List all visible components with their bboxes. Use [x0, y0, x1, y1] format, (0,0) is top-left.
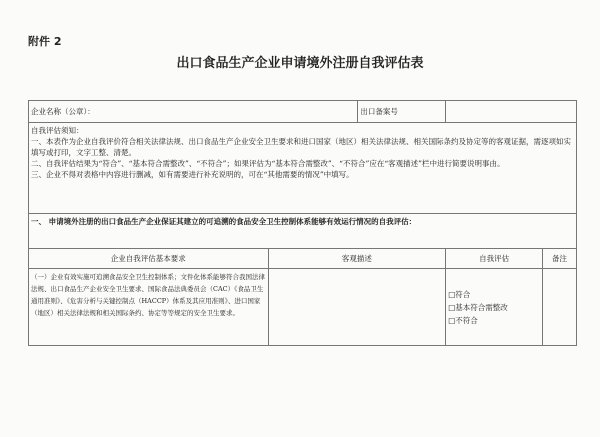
instructions-heading: 自我评估须知： — [31, 126, 84, 135]
table-row — [29, 269, 577, 346]
description-field[interactable] — [268, 269, 446, 346]
remark-field[interactable] — [543, 269, 577, 346]
requirement-text: （一）企业有效实施可追溯食品安全卫生控制体系；文件化体系能够符合我国法律法规、出口食品生产企业安全卫生要求、国际食品法典委员会（CAC）《食品卫生通用准则》、《危害分析与关键控制点（HACCP）体系及其应用准则》、进口国家（地区）相关法律法规和相关国际条约、协定等等规定的安全卫生要求。 — [29, 269, 269, 346]
instruction-item: 一、本表作为企业自我评价符合相关法律法规、出口食品生产企业安全卫生要求和进口国家（地区）相关法律法规、相关国际条约及协定等的客观证据，需逐项如实填写或打印，文字工整、清楚。 — [31, 137, 571, 157]
assessment-options — [446, 269, 543, 346]
instruction-item: 二、自我评估结果为“符合”、“基本符合需整改”、“不符合”；如果评估为“基本符合需整改”、“不符合”应在“客观描述”栏中进行简要说明事由。 — [31, 159, 505, 168]
section-heading: 一、 申请境外注册的出口食品生产企业保证其建立的可追溯的食品安全卫生控制体系能够有效运行情况的自我评估： — [29, 214, 577, 249]
option-rectify-checkbox[interactable]: □基本符合需整改 — [448, 302, 508, 312]
document-title: 出口食品生产企业申请境外注册自我评估表 — [176, 56, 424, 71]
option-compliant-checkbox[interactable]: □符合 — [448, 289, 471, 299]
instruction-item: 三、企业不得对表格中内容进行删减，如有需要进行补充说明的，可在“其他需要的情况”中填写。 — [31, 170, 354, 179]
option-noncompliant-checkbox[interactable]: □不符合 — [448, 315, 478, 325]
record-number-label: 出口备案号 — [358, 101, 446, 123]
column-header-requirement: 企业自我评估基本要求 — [29, 249, 269, 269]
column-header-assessment: 自我评估 — [446, 249, 543, 269]
instructions — [29, 123, 577, 214]
company-name-field[interactable] — [29, 101, 358, 123]
column-header-description: 客观描述 — [268, 249, 446, 269]
record-number-field[interactable] — [446, 101, 577, 123]
self-assessment-table — [28, 100, 577, 346]
attachment-label: 附件 2 — [28, 35, 62, 48]
column-header-remark: 备注 — [543, 249, 577, 269]
company-name-label: 企业名称（公章）： — [31, 107, 95, 116]
